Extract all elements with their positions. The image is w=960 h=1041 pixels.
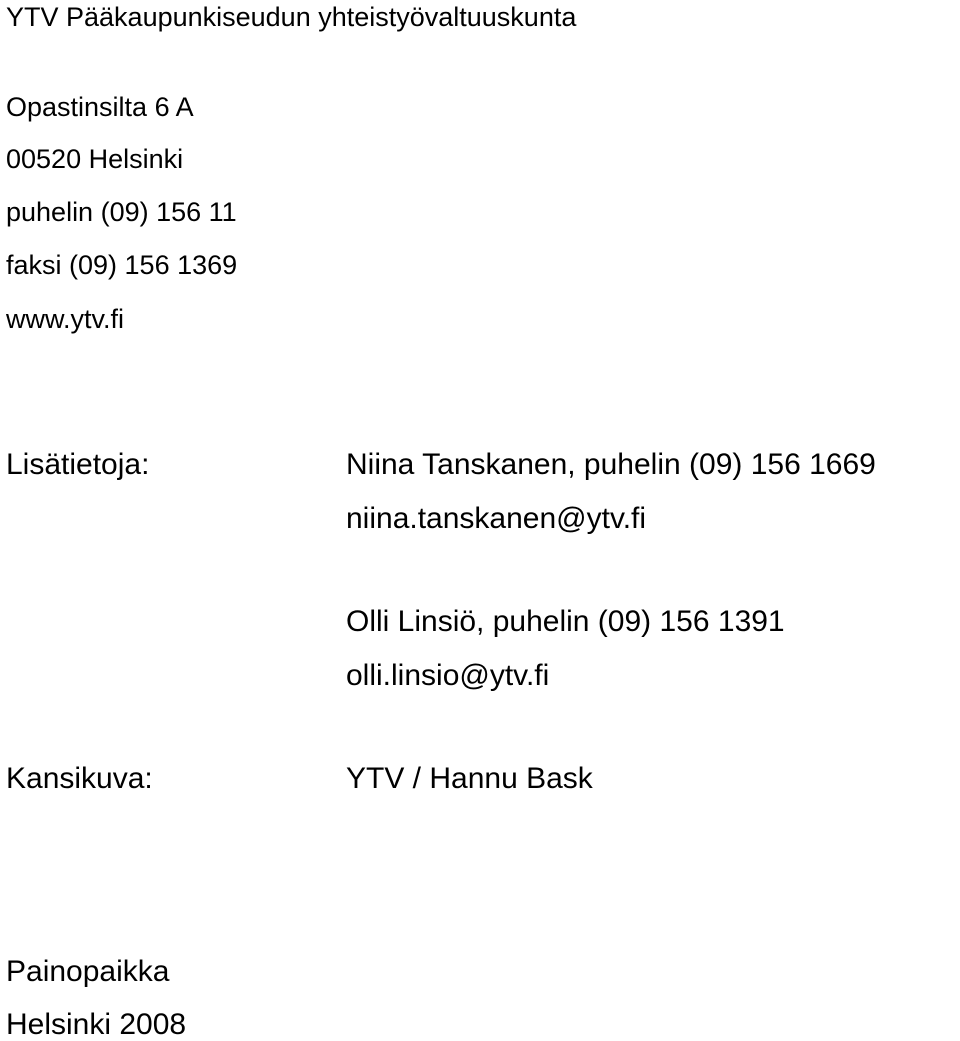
contact-1-line: Niina Tanskanen, puhelin (09) 156 1669 — [346, 448, 876, 481]
cover-label: Kansikuva: — [6, 762, 153, 795]
postal-city: 00520 Helsinki — [6, 144, 184, 174]
organization-name: YTV Pääkaupunkiseudun yhteistyövaltuuskunta — [6, 2, 577, 32]
street-address: Opastinsilta 6 A — [6, 92, 194, 122]
phone-number: puhelin (09) 156 11 — [6, 197, 237, 227]
info-label: Lisätietoja: — [6, 448, 150, 481]
contact-2-email[interactable]: olli.linsio@ytv.fi — [346, 659, 550, 692]
contact-2-line: Olli Linsiö, puhelin (09) 156 1391 — [346, 605, 785, 638]
cover-credit: YTV / Hannu Bask — [346, 762, 593, 795]
fax-number: faksi (09) 156 1369 — [6, 250, 238, 280]
print-label: Painopaikka — [6, 955, 170, 988]
website-link[interactable]: www.ytv.fi — [6, 304, 125, 334]
contact-1-email[interactable]: niina.tanskanen@ytv.fi — [346, 502, 647, 535]
print-location-year: Helsinki 2008 — [6, 1008, 187, 1041]
